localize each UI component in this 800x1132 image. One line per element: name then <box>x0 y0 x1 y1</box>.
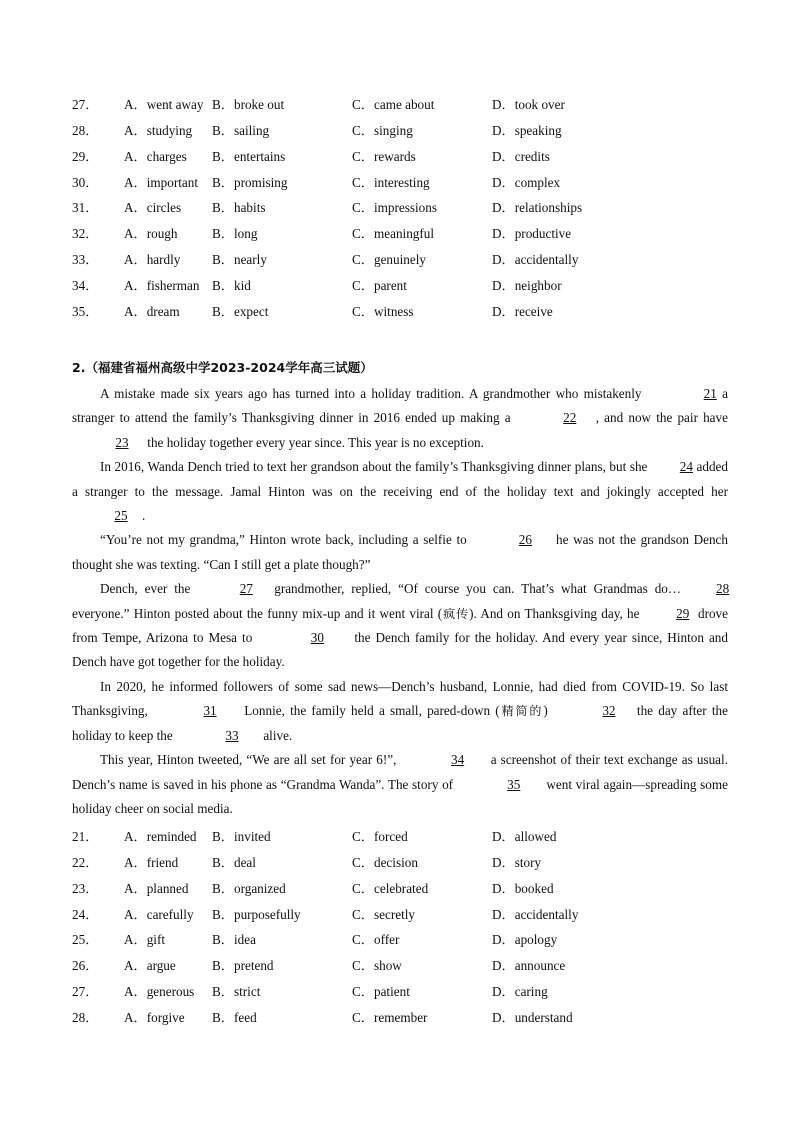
question-number: 28． <box>72 1009 99 1025</box>
chinese-gloss: 精简的 <box>499 704 544 719</box>
option-row <box>72 299 732 325</box>
blank-27[interactable]: 27 <box>239 581 253 597</box>
option-d: D．accidentally <box>492 906 579 922</box>
option-c: C．show <box>352 958 402 974</box>
option-a: A．hardly <box>124 252 181 268</box>
question-number: 24． <box>72 906 99 922</box>
blank-34[interactable]: 34 <box>450 752 465 768</box>
option-row <box>72 927 732 953</box>
paragraph <box>72 455 728 528</box>
blank-35[interactable]: 35 <box>507 776 521 792</box>
option-b: B．habits <box>212 200 266 216</box>
paragraph-text: “You’re not my grandma,” Hinton wrote back, including a selfie to <box>100 532 472 548</box>
section-title: 2.（福建省福州高级中学2023-2024学年高三试题） <box>72 360 373 375</box>
option-c: C．interesting <box>352 174 430 190</box>
question-number: 26． <box>72 958 99 974</box>
option-c: C．came about <box>352 97 435 112</box>
option-d: D．allowed <box>492 829 557 844</box>
blank-22[interactable]: 22 <box>563 410 577 426</box>
option-d: D．announce <box>492 958 566 974</box>
option-a: A．gift <box>124 932 166 948</box>
question-number: 23． <box>72 880 99 896</box>
option-row <box>72 170 732 196</box>
option-b: B．nearly <box>212 252 267 268</box>
option-c: C．impressions <box>352 200 437 216</box>
option-a: A．planned <box>124 880 189 896</box>
option-row <box>72 824 732 850</box>
option-a: A．fisherman <box>124 277 200 293</box>
question-number: 21． <box>72 829 99 844</box>
option-d: D．accidentally <box>492 252 579 268</box>
option-c: C．singing <box>352 122 413 138</box>
paragraph-text: a stranger to attend the family’s Thanksgiving dinner in 2016 ended up making a <box>72 386 728 426</box>
option-row <box>72 273 732 299</box>
option-row <box>72 118 732 144</box>
blank-31[interactable]: 31 <box>203 703 217 719</box>
option-b: B．organized <box>212 880 286 896</box>
option-d: D．story <box>492 854 542 870</box>
question-number: 27． <box>72 984 99 1000</box>
paragraph-text: In 2020, he informed followers of some sad news—Dench’s husband, Lonnie, had died from COVID-19. So last Thanksgiving, <box>72 678 728 719</box>
paragraph <box>72 382 728 455</box>
paragraph-text: the holiday together every year since. This year is no exception. <box>144 434 484 450</box>
option-row <box>72 221 732 247</box>
question-number: 31． <box>72 200 99 216</box>
option-row <box>72 195 732 221</box>
option-a: A．forgive <box>124 1009 185 1025</box>
paragraph <box>72 675 728 748</box>
option-row <box>72 92 732 118</box>
option-d: D．productive <box>492 226 572 242</box>
passage <box>72 382 728 821</box>
paragraph-text: A mistake made six years ago has turned into a holiday tradition. A grandmother who mistakenly <box>100 386 647 401</box>
question-number: 30． <box>72 174 99 190</box>
option-c: C．celebrated <box>352 880 429 896</box>
question-number: 25． <box>72 932 99 948</box>
blank-24[interactable]: 24 <box>679 459 693 475</box>
blank-21[interactable]: 21 <box>703 386 717 401</box>
option-b: B．idea <box>212 932 256 948</box>
option-row <box>72 902 732 928</box>
option-c: C．parent <box>352 277 407 293</box>
question-number: 34． <box>72 277 99 293</box>
paragraph-text: , and now the pair have <box>595 410 728 426</box>
options-block-top <box>72 92 732 325</box>
question-number: 27． <box>72 97 99 112</box>
option-c: C．genuinely <box>352 252 426 268</box>
option-a: A．circles <box>124 200 182 216</box>
option-d: D．neighbor <box>492 277 562 293</box>
paragraph-text: everyone.” Hinton posted about the funny mix-up and it went viral ( <box>72 605 443 621</box>
paragraph-text: Dench, ever the <box>100 581 198 597</box>
paragraph-text: . <box>142 508 146 524</box>
paragraph-text: alive. <box>260 727 293 743</box>
question-number: 22． <box>72 854 99 870</box>
option-d: D．apology <box>492 932 558 948</box>
option-d: D．relationships <box>492 200 583 216</box>
option-c: C．patient <box>352 984 410 1000</box>
option-c: C．meaningful <box>352 226 435 242</box>
option-d: D．complex <box>492 174 561 190</box>
option-d: D．credits <box>492 148 550 164</box>
question-number: 35． <box>72 303 99 319</box>
blank-32[interactable]: 32 <box>602 703 616 719</box>
paragraph-text: he was not the grandson Dench thought she was texting. “Can I still get a plate though?” <box>72 532 728 572</box>
paragraph-text: In 2016, Wanda Dench tried to text her grandson about the family’s Thanksgiving dinner plans, but she <box>100 459 651 475</box>
blank-30[interactable]: 30 <box>310 630 324 646</box>
paragraph-text: This year, Hinton tweeted, “We are all set for year 6!”, <box>100 752 401 768</box>
option-b: B．strict <box>212 984 261 1000</box>
question-number: 33． <box>72 252 99 268</box>
option-row <box>72 876 732 902</box>
option-a: A．studying <box>124 122 193 138</box>
paragraph-text: ) <box>543 703 553 719</box>
option-a: A．dream <box>124 303 180 319</box>
paragraph-text: a screenshot of their text exchange as usual. Dench’s name is saved in his phone as “Grandma Wanda”. The story of <box>72 752 728 792</box>
option-b: B．sailing <box>212 122 270 138</box>
paragraph-text: Lonnie, the family held a small, pared-down ( <box>239 703 500 719</box>
option-a: A．went away <box>124 97 204 112</box>
paragraph-text: added a stranger to the message. Jamal Hinton was on the receiving end of the holiday text and jokingly accepted her <box>72 459 728 499</box>
paragraph-text: ). And on Thanksgiving day, he <box>469 605 644 621</box>
option-row <box>72 979 732 1005</box>
option-d: D．understand <box>492 1009 573 1025</box>
option-c: C．decision <box>352 854 418 870</box>
option-a: A．friend <box>124 854 179 870</box>
option-row <box>72 144 732 170</box>
blank-25[interactable]: 25 <box>114 508 128 524</box>
paragraph-text: the Dench family for the holiday. And every year since, Hinton and Dench have got together for the holiday. <box>72 630 728 670</box>
option-b: B．promising <box>212 174 288 190</box>
question-number: 29． <box>72 148 99 164</box>
blank-28[interactable]: 28 <box>716 581 730 597</box>
option-d: D．speaking <box>492 122 562 138</box>
paragraph-text: the day after the holiday to keep the <box>72 703 728 743</box>
option-b: B．entertains <box>212 148 286 164</box>
option-a: A．charges <box>124 148 187 164</box>
option-c: C．forced <box>352 829 408 844</box>
chinese-gloss: 疯传 <box>442 606 470 621</box>
option-a: A．rough <box>124 226 178 242</box>
option-row <box>72 850 732 876</box>
option-a: A．reminded <box>124 829 197 844</box>
blank-33[interactable]: 33 <box>225 727 239 743</box>
paragraph <box>72 528 728 577</box>
option-b: B．feed <box>212 1009 257 1025</box>
option-d: D．caring <box>492 984 548 1000</box>
option-c: C．offer <box>352 932 400 948</box>
option-a: A．carefully <box>124 906 194 922</box>
blank-23[interactable]: 23 <box>115 434 129 450</box>
option-d: D．took over <box>492 97 565 112</box>
option-c: C．witness <box>352 303 414 319</box>
option-b: B．kid <box>212 277 251 293</box>
option-b: B．deal <box>212 854 256 870</box>
option-a: A．important <box>124 174 198 190</box>
question-number: 32． <box>72 226 99 242</box>
blank-26[interactable]: 26 <box>518 532 532 548</box>
paragraph-text: drove from Tempe, Arizona to Mesa to <box>72 605 729 646</box>
option-b: B．broke out <box>212 97 285 112</box>
option-c: C．remember <box>352 1009 428 1025</box>
paragraph <box>72 748 728 821</box>
question-number: 28． <box>72 122 99 138</box>
option-d: D．booked <box>492 880 554 896</box>
option-a: A．generous <box>124 984 195 1000</box>
paragraph <box>72 577 728 675</box>
options-block-bottom <box>72 824 732 1031</box>
option-b: B．invited <box>212 829 271 844</box>
option-b: B．expect <box>212 303 269 319</box>
option-b: B．long <box>212 226 258 242</box>
option-b: B．pretend <box>212 958 274 974</box>
option-d: D．receive <box>492 303 553 319</box>
option-row <box>72 953 732 979</box>
blank-29[interactable]: 29 <box>676 605 690 621</box>
option-row <box>72 247 732 273</box>
paragraph-text: went viral again—spreading some holiday cheer on social media. <box>72 776 728 816</box>
option-c: C．secretly <box>352 906 415 922</box>
option-c: C．rewards <box>352 148 416 164</box>
paragraph-text: grandmother, replied, “Of course you can. That’s what Grandmas do… <box>267 581 688 597</box>
option-b: B．purposefully <box>212 906 301 922</box>
option-a: A．argue <box>124 958 176 974</box>
option-row <box>72 1005 732 1031</box>
